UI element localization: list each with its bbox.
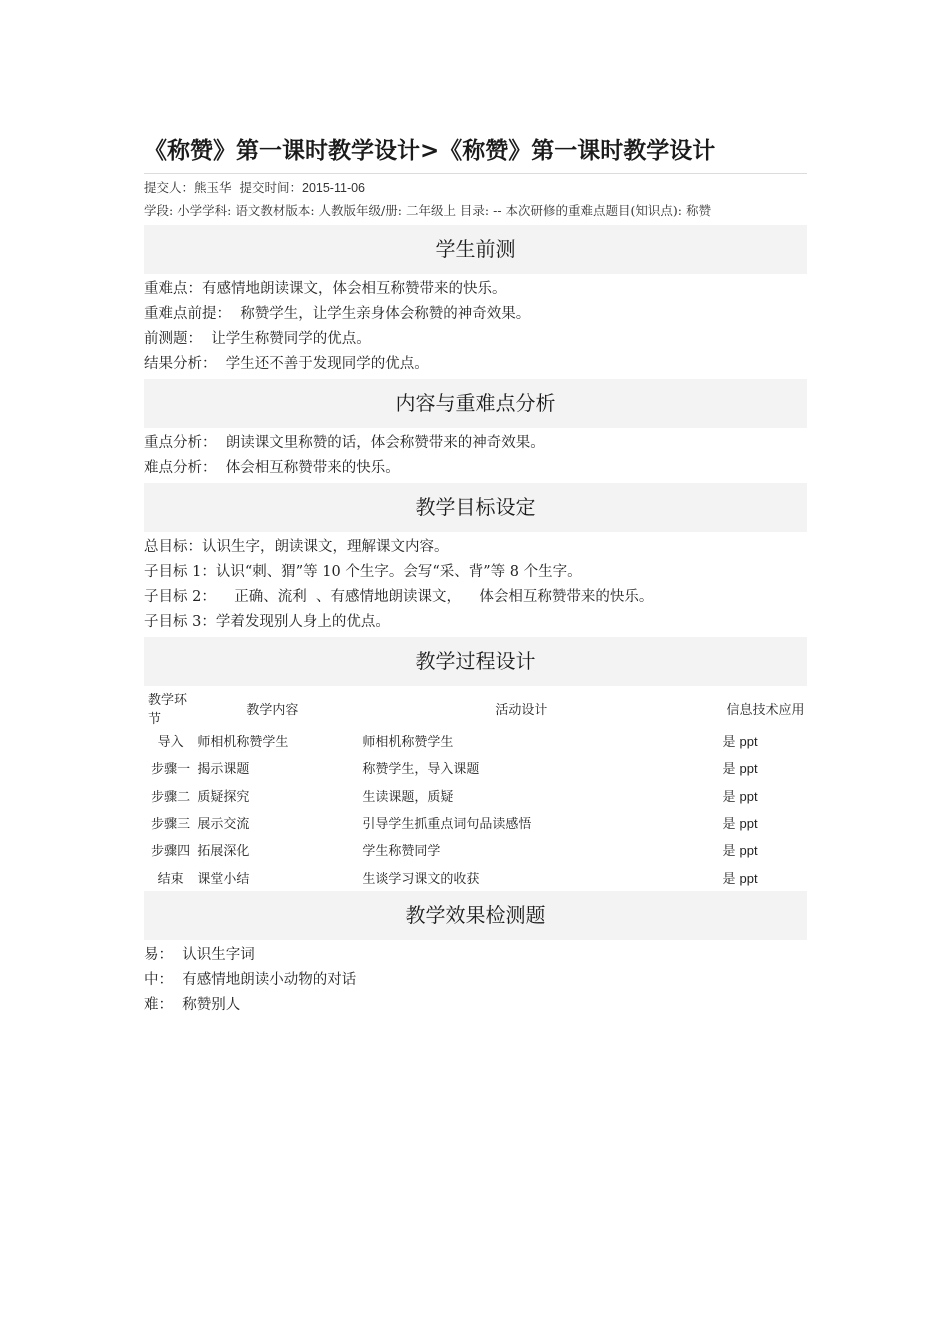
pretest-line: 前测题： 让学生称赞同学的优点。 [144, 331, 371, 347]
evaluation-line: 中： 有感情地朗读小动物的对话 [144, 971, 357, 988]
submitter-label: 提交人： [144, 180, 195, 195]
table-row [144, 836, 807, 863]
tech-tool: ppt [739, 870, 758, 886]
table-row [144, 754, 807, 781]
activity-cell: 生谈学习课文的收获 [362, 871, 480, 887]
pretest-line: 结果分析： 学生还不善于发现同学的优点。 [144, 356, 429, 372]
table-row [144, 863, 807, 890]
tech-yes: 是 [722, 817, 736, 833]
content-cell: 拓展深化 [197, 844, 250, 860]
activity-cell: 生读课题，质疑 [362, 789, 454, 805]
content-cell: 质疑探究 [197, 789, 250, 805]
tech-yes: 是 [722, 844, 736, 860]
goal-line: 总目标：认识生字，朗读课文，理解课文内容。 [144, 539, 449, 555]
tech-tool: ppt [739, 843, 758, 859]
submission-info [144, 180, 807, 196]
column-header-activity: 活动设计 [495, 702, 548, 718]
evaluation-line: 易： 认识生字词 [144, 946, 255, 963]
content-cell: 展示交流 [197, 817, 250, 833]
stage-cell: 步骤四 [151, 844, 191, 860]
tech-cell [722, 782, 807, 809]
activity-cell: 引导学生抓重点词句品读感悟 [362, 817, 532, 833]
process-table [144, 689, 807, 891]
section-heading-evaluation: 教学效果检测题 [144, 891, 807, 940]
stage-cell: 导入 [157, 735, 184, 751]
course-info: 学段: 小学学科: 语文教材版本: 人教版年级/册: 二年级上 目录: -- 本次研修的重难点题目(知识点): 称赞 [144, 203, 711, 218]
page-title: 《称赞》第一课时教学设计>《称赞》第一课时教学设计 [144, 138, 716, 164]
time-label: 提交时间： [239, 180, 302, 195]
submit-time: 2015-11-06 [302, 181, 366, 195]
activity-cell: 师相机称赞学生 [362, 735, 454, 751]
content-cell: 师相机称赞学生 [197, 735, 289, 751]
tech-cell [722, 754, 807, 781]
stage-cell: 步骤三 [151, 817, 191, 833]
table-row [144, 782, 807, 809]
activity-cell: 称赞学生，导入课题 [362, 762, 480, 778]
section-heading-analysis: 内容与重难点分析 [144, 379, 807, 428]
pretest-content [144, 274, 807, 379]
pretest-line: 重难点前提： 称赞学生，让学生亲身体会称赞的神奇效果。 [144, 306, 531, 322]
tech-cell [722, 863, 807, 890]
table-row [144, 809, 807, 836]
stage-cell: 步骤二 [151, 789, 191, 805]
section-heading-pretest: 学生前测 [144, 225, 807, 274]
analysis-line: 难点分析： 体会相互称赞带来的快乐。 [144, 460, 400, 476]
tech-cell [722, 727, 807, 754]
tech-tool: ppt [739, 788, 758, 804]
document [144, 134, 807, 1020]
title-divider [144, 173, 807, 174]
table-row [144, 727, 807, 754]
tech-tool: ppt [739, 761, 758, 777]
tech-cell [722, 836, 807, 863]
tech-yes: 是 [722, 789, 736, 805]
evaluation-content [144, 940, 807, 1020]
column-header-content: 教学内容 [246, 702, 299, 718]
activity-cell: 学生称赞同学 [362, 844, 441, 860]
goals-content [144, 532, 807, 637]
goal-line: 子目标 3：学着发现别人身上的优点。 [144, 614, 390, 630]
tech-yes: 是 [722, 871, 736, 887]
evaluation-line: 难： 称赞别人 [144, 996, 241, 1013]
goal-line: 子目标 2： 正确、流利 、有感情地朗读课文， 体会相互称赞带来的快乐。 [144, 589, 654, 605]
column-header-tech: 信息技术应用 [726, 702, 805, 718]
section-heading-goals: 教学目标设定 [144, 483, 807, 532]
goal-line: 子目标 1：认识“刺、猬”等 10 个生字。会写“采、背”等 8 个生字。 [144, 564, 582, 580]
stage-cell: 步骤一 [151, 762, 191, 778]
stage-cell: 结束 [157, 871, 184, 887]
analysis-line: 重点分析： 朗读课文里称赞的话，体会称赞带来的神奇效果。 [144, 435, 545, 451]
section-heading-process: 教学过程设计 [144, 637, 807, 686]
table-header-row [144, 689, 807, 727]
tech-yes: 是 [722, 735, 736, 751]
tech-tool: ppt [739, 816, 758, 832]
column-header-stage: 教学环节 [148, 693, 188, 727]
content-cell: 揭示课题 [197, 762, 250, 778]
pretest-line: 重难点：有感情地朗读课文，体会相互称赞带来的快乐。 [144, 281, 507, 297]
tech-yes: 是 [722, 762, 736, 778]
tech-cell [722, 809, 807, 836]
submitter-name: 熊玉华 [194, 180, 232, 195]
content-cell: 课堂小结 [197, 871, 250, 887]
analysis-content [144, 428, 807, 483]
tech-tool: ppt [739, 734, 758, 750]
